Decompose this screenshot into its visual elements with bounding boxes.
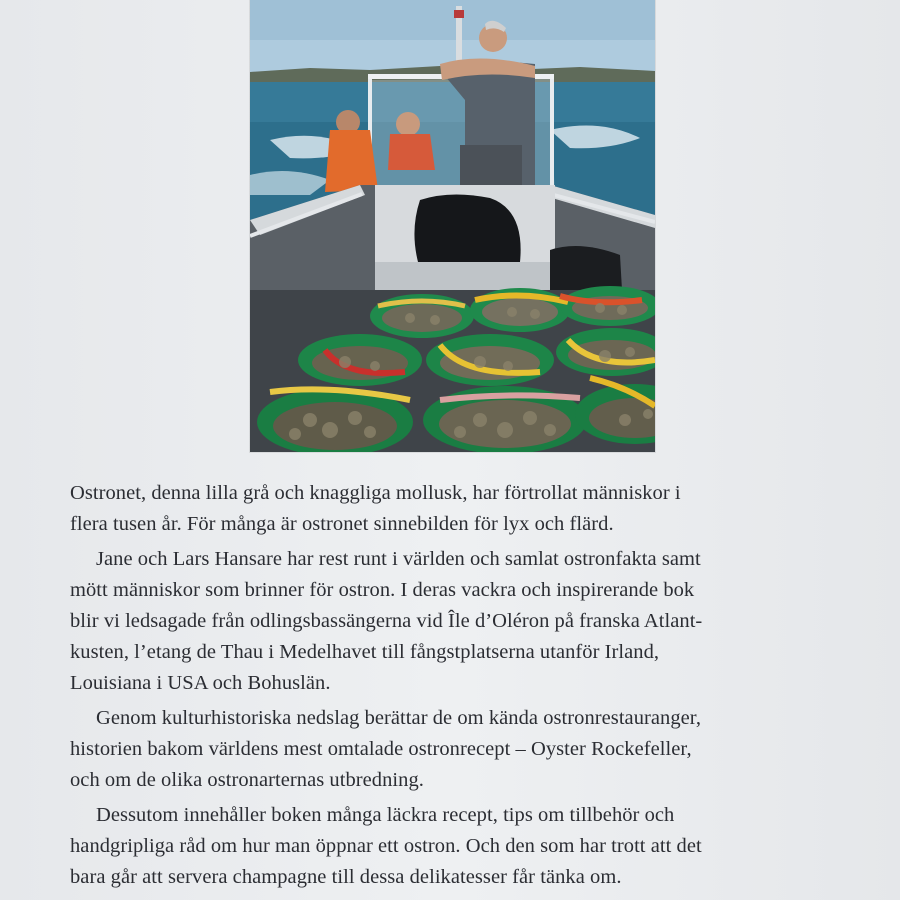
blurb-line: Genom kulturhistoriska nedslag berättar de om kända ostronrestauranger,: [96, 707, 702, 729]
back-cover-blurb: [70, 478, 850, 897]
blurb-line: bara går att servera champagne till dessa delikatesser får tänka om.: [70, 866, 622, 888]
blurb-line: flera tusen år. För många är ostronet sinnebilden för lyx och flärd.: [70, 513, 614, 535]
blurb-line: historien bakom världens mest omtalade ostronrecept – Oyster Rockefeller,: [70, 738, 692, 760]
blurb-line: och om de olika ostronarternas utbredning.: [70, 769, 424, 791]
blurb-line: blir vi ledsagade från odlingsbassängerna vid Île d’Oléron på franska Atlant-: [70, 610, 703, 632]
blurb-line: handgripliga råd om hur man öppnar ett ostron. Och den som har trott att det: [70, 835, 702, 857]
blurb-line: Dessutom innehåller boken många läckra recept, tips om tillbehör och: [96, 804, 675, 826]
blurb-line: Jane och Lars Hansare har rest runt i världen och samlat ostronfakta samt: [96, 548, 701, 570]
blurb-paragraph-2: [70, 544, 850, 699]
blurb-line: mött människor som brinner för ostron. I deras vackra och inspirerande bok: [70, 579, 695, 601]
blurb-line: Ostronet, denna lilla grå och knaggliga mollusk, har förtrollat människor i: [70, 482, 681, 504]
cover-photo-oyster-boat: [250, 0, 655, 452]
blurb-line: kusten, l’etang de Thau i Medelhavet till fångstplatserna utanför Irland,: [70, 641, 660, 663]
blurb-paragraph-4: [70, 800, 850, 893]
blurb-line: Louisiana i USA och Bohuslän.: [70, 672, 331, 694]
boat-photo-illustration: [250, 0, 655, 452]
blurb-paragraph-1: [70, 478, 850, 540]
blurb-paragraph-3: [70, 703, 850, 796]
